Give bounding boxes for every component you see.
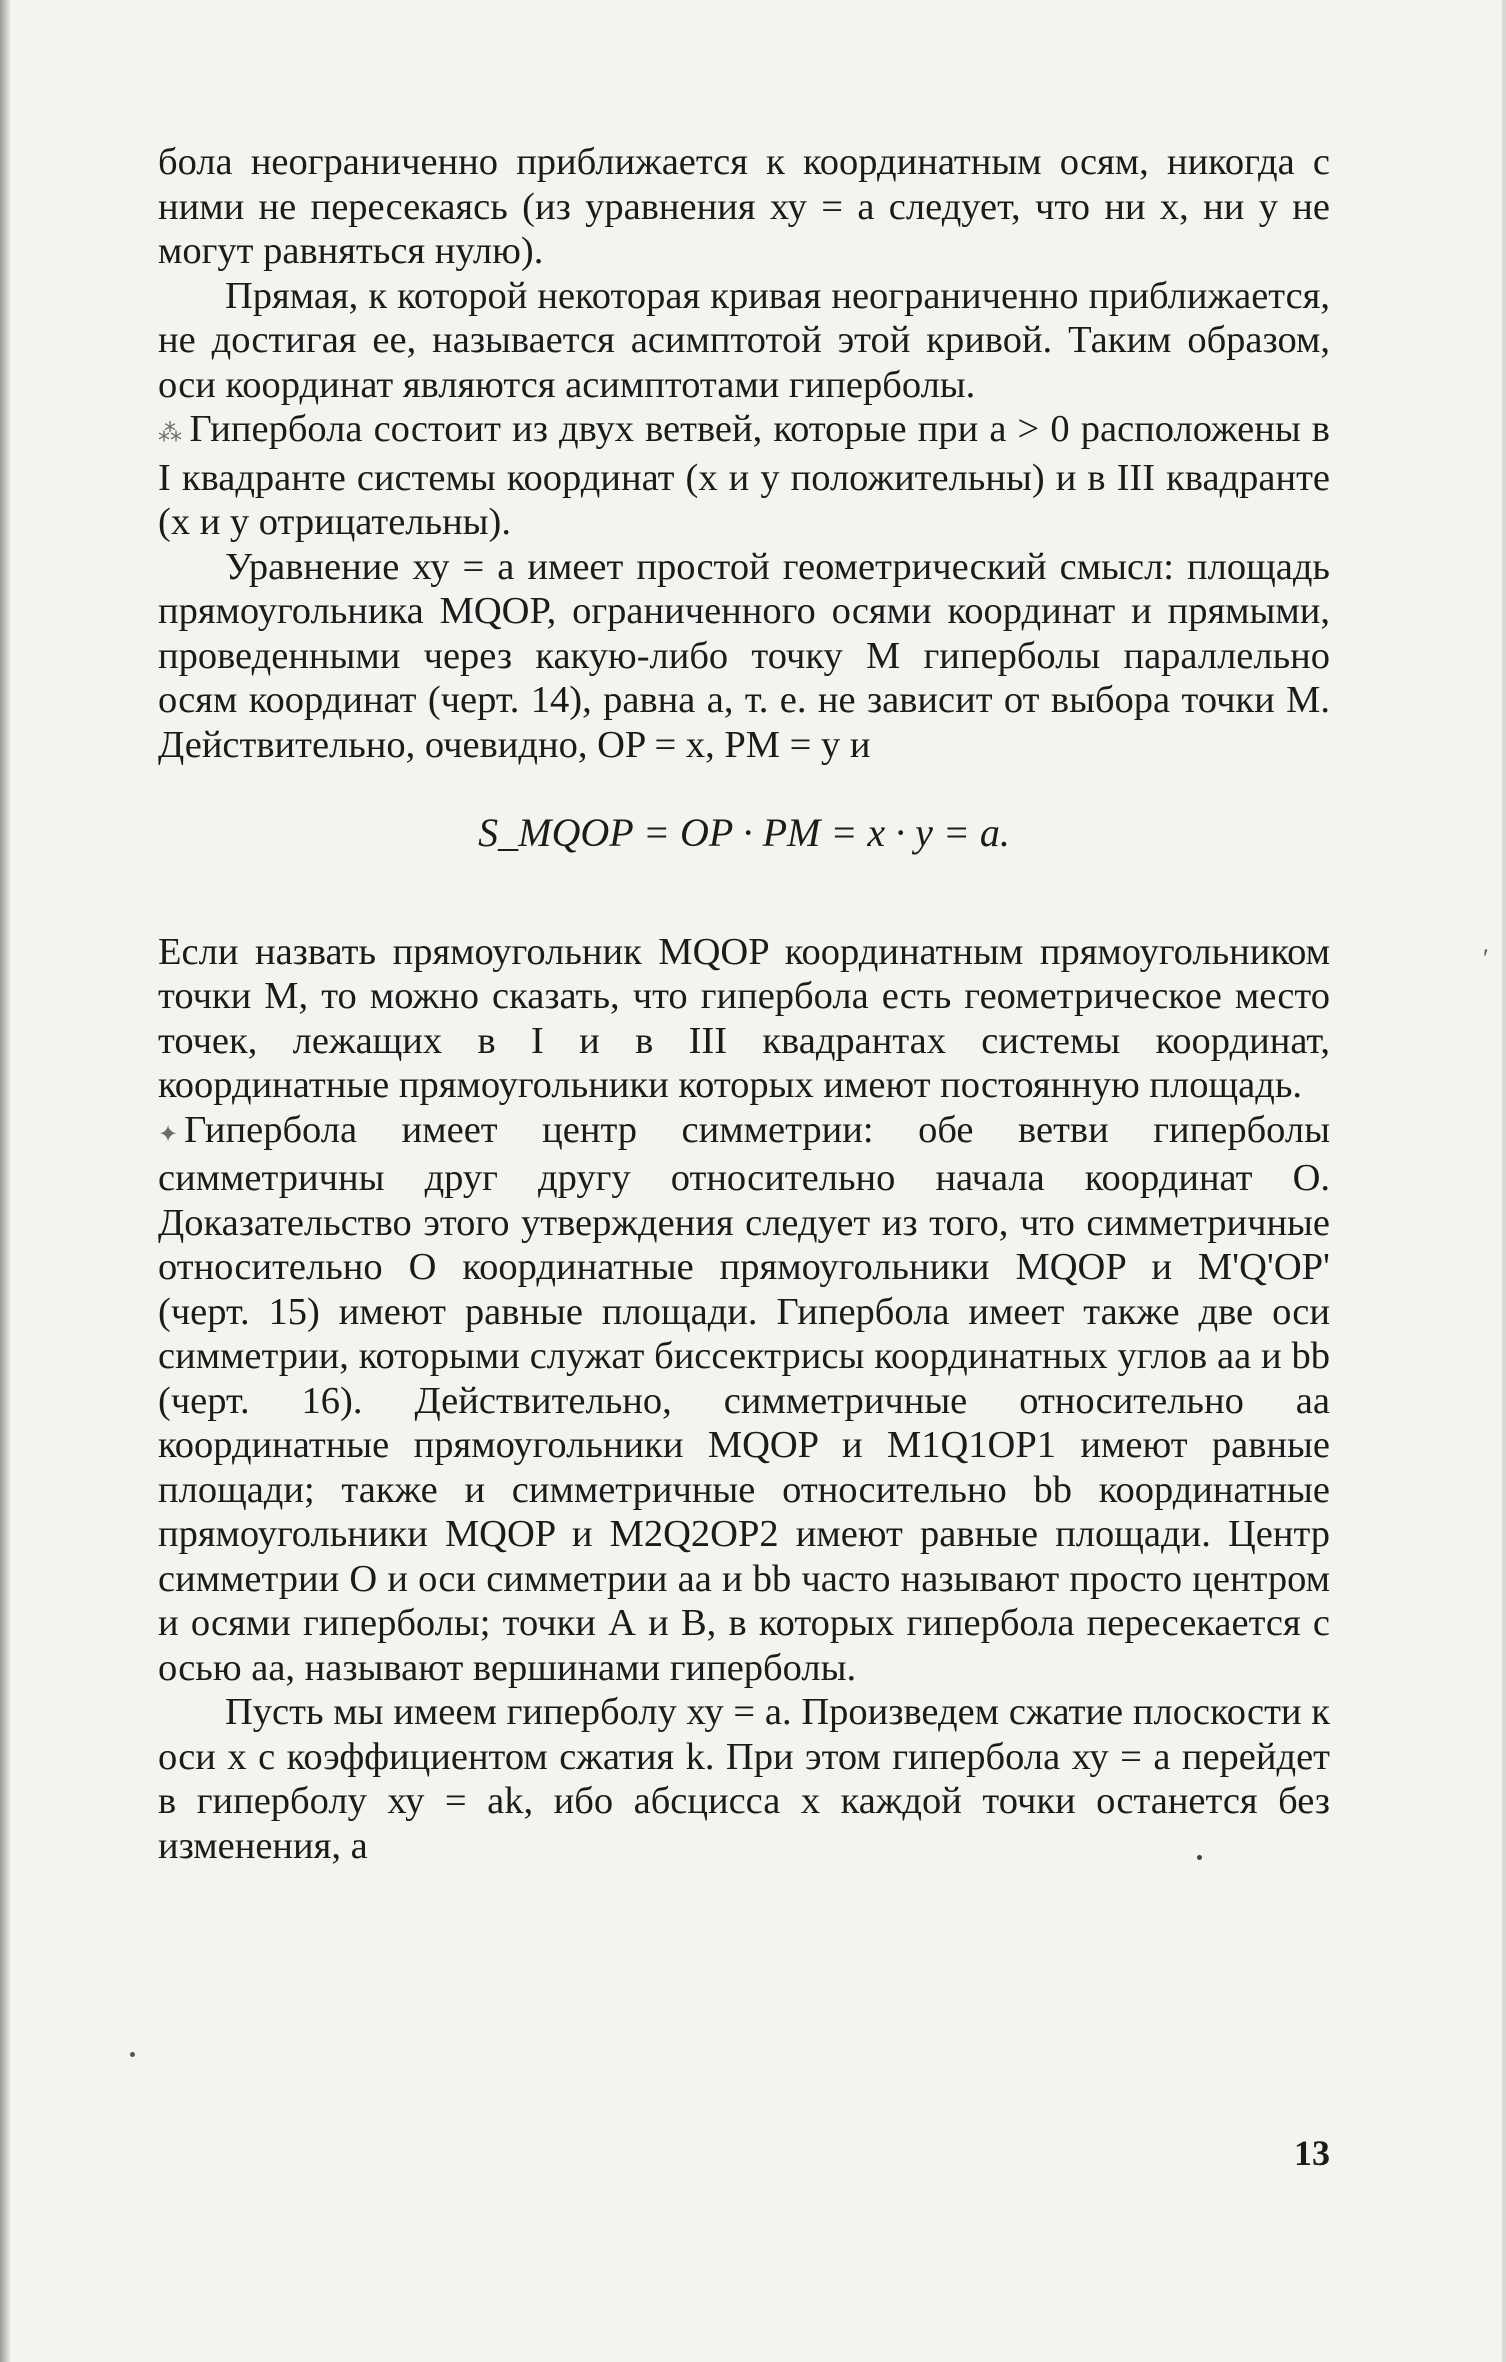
margin-mark-icon: ✦ [158,1119,179,1148]
paragraph-7: Пусть мы имеем гиперболу ху = а. Произведем сжатие плоскости к оси х с коэффициентом сжатия k. При этом гипербола ху = а перейдет в гиперболу ху = ak, ибо абсцисса х каждой точки останется без изменения, а [158,1691,1330,1867]
ink-dot [130,2052,135,2057]
paragraph-2: Прямая, к которой некоторая кривая неограниченно приближается, не достигая ее, называется асимптотой этой кривой. Таким образом, оси координат являются асимптотами гиперболы. [158,274,1330,406]
paragraph-5: Если назвать прямоугольник MQOP координатным прямоугольником точки М, то можно сказать, что гипербола есть геометрическое место точек, лежащих в I и в III квадрантах системы координат, координатные прямоугольники которых имеют постоянную площадь. [158,930,1330,1106]
page-edge-left [0,0,10,2362]
page-edge-right [1502,0,1506,2362]
paragraph-6-text: Гипербола имеет центр симметрии: обе ветви гиперболы симметричны друг другу относительно начала координат О. Доказательство этого утверждения следует из того, что симметричные относительно О координатные прямоугольники MQOP и M'Q'OP' (черт. 15) имеют равные площади. Гипербола имеет также две оси симметрии, которыми служат биссектрисы координатных углов аа и bb (черт. 16). Действительно, симметричные относительно aa координатные прямоугольники MQOP и M1Q1OP1 имеют равные площади; также и симметричные относительно bb координатные прямоугольники MQOP и M2Q2OP2 имеют равные площади. Центр симметрии О и оси симметрии аа и bb часто называют просто центром и осями гиперболы; точки А и В, в которых гипербола пересекается с осью аа, называют вершинами гиперболы. [158,1108,1330,1689]
paragraph-1: бола неограниченно приближается к координатным осям, никогда с ними не пересекаясь (из уравнения ху = а следует, что ни х, ни у не могут равняться нулю). [158,141,1330,272]
paragraph-3-text: Гипербола состоит из двух ветвей, которые при a > 0 расположены в I квадранте системы координат (х и у положительны) и в III квадранте (х и у отрицательны). [158,408,1330,543]
paragraph-6 [158,1108,1330,1691]
page-text [158,140,1330,1868]
area-formula: S_MQOP = OP · PM = x · у = a. [478,810,1010,855]
page-number: 13 [1294,2133,1330,2173]
paragraph-4: Уравнение ху = а имеет простой геометрический смысл: площадь прямоугольника MQOP, ограниченного осями координат и прямыми, проведенными через какую-либо точку М гиперболы параллельно осям координат (черт. 14), равна a, т. е. не зависит от выбора точки М. Действительно, очевидно, OP = x, PM = у и [158,545,1330,766]
stray-mark: ′ [1483,944,1489,973]
paragraph-3 [158,407,1330,545]
margin-mark-icon: ⁂ [158,419,184,447]
